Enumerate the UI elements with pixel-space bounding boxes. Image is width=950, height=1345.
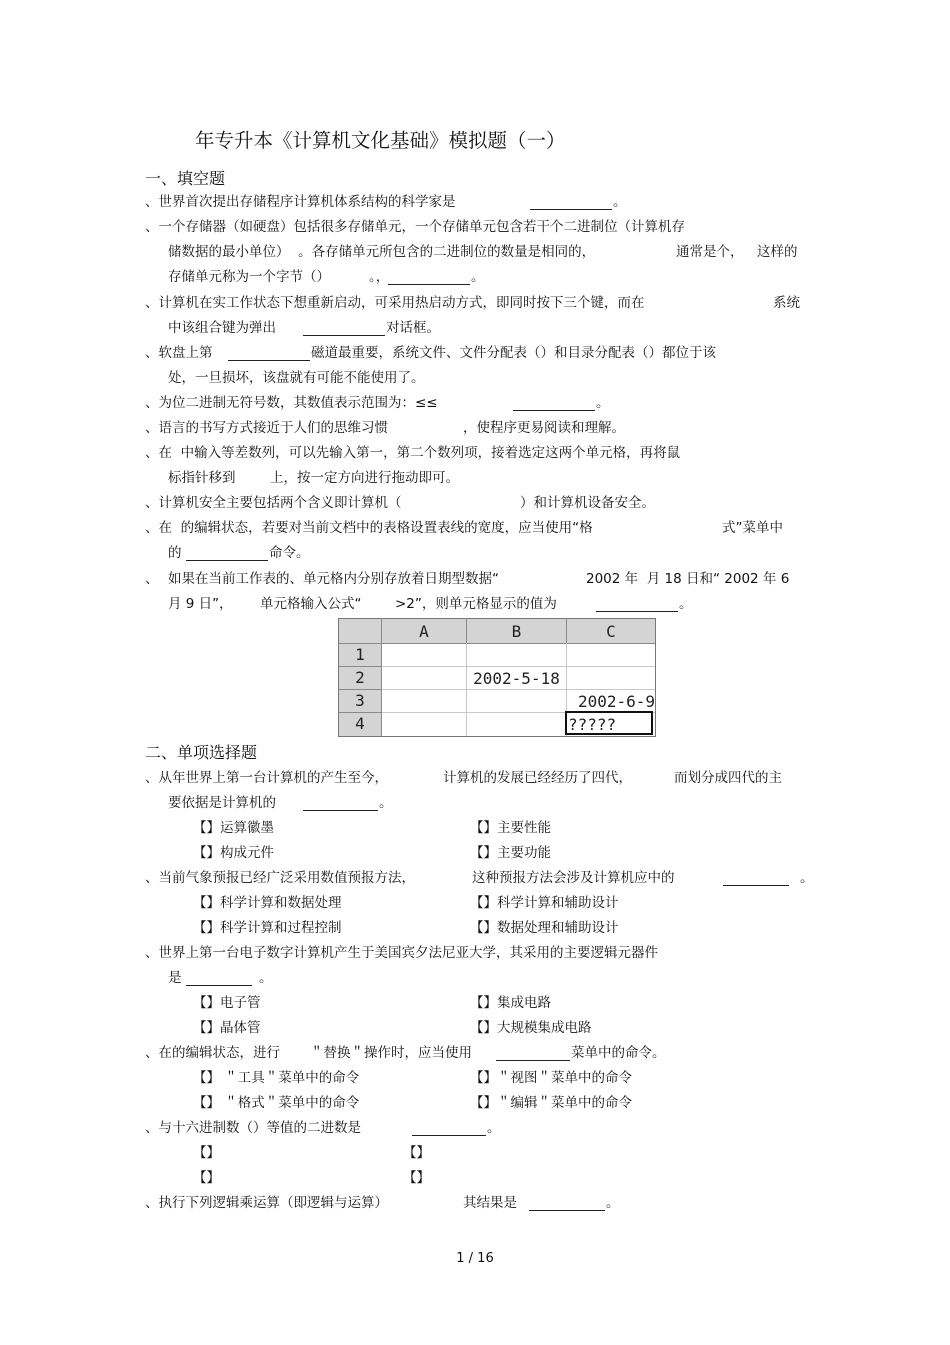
section-heading-single-choice: 二、单项选择题: [145, 743, 258, 762]
mc3-option-a: 【】电子管: [193, 995, 261, 1011]
q1-text: 、世界首次提出存储程序计算机体系结构的科学家是: [145, 194, 456, 210]
q2-text-2: 储数据的最小单位） 。各存储单元所包含的二进制位的数量是相同的，: [168, 244, 596, 260]
page-title: 年专升本《计算机文化基础》模拟题（一）: [195, 129, 566, 152]
cell-c3: 2002-6-9: [577, 692, 655, 711]
q3-text-3: 中该组合键为弹出: [168, 320, 276, 336]
mc5-option-a: 【】: [193, 1145, 220, 1161]
page-number: 1 / 16: [456, 1251, 494, 1266]
q6-text: 、语言的书写方式接近于人们的思维习惯: [145, 420, 388, 436]
q6-text-2: ，使程序更易阅读和理解。: [463, 420, 625, 436]
q9-end: 命令。: [269, 545, 310, 561]
mc1-option-a: 【】运算徽墨: [193, 820, 274, 836]
answer-blank: [186, 971, 252, 986]
mc4-option-a: 【】 ＂工具＂菜单中的命令: [193, 1070, 360, 1086]
q3-end: 对话框。: [386, 320, 440, 336]
mc2-option-a: 【】科学计算和数据处理: [193, 895, 342, 911]
section-heading-fill-in: 一、填空题: [145, 169, 226, 188]
q9-text: 、在 的编辑状态，若要对当前文档中的表格设置表线的宽度，应当使用“格: [145, 520, 593, 536]
cell-b2: 2002-5-18: [473, 669, 560, 688]
column-header-c: C: [606, 622, 616, 641]
mc2-end: 。: [800, 870, 814, 886]
q3-text: 、计算机在实工作状态下想重新启动，可采用热启动方式，即同时按下三个键，而在: [145, 295, 645, 311]
answer-blank: [303, 796, 378, 811]
q7-text-3: 上，按一定方向进行拖动即可。: [270, 470, 459, 486]
mc2-option-b: 【】科学计算和辅助设计: [470, 895, 619, 911]
q9-text-3: 的: [168, 545, 182, 561]
mc4-text: 、在的编辑状态，进行: [145, 1045, 280, 1061]
cell-c4: ?????: [568, 715, 617, 734]
q5-end: 。: [596, 395, 610, 411]
q10-text-3: 月 9 日”，: [168, 596, 233, 612]
q10-text-2: 2002 年 月 18 日和“ 2002 年 6: [586, 571, 790, 587]
q10-text-5: >2”，则单元格显示的值为: [395, 596, 557, 612]
mc3-text: 、世界上第一台电子数字计算机产生于美国宾夕法尼亚大学，其采用的主要逻辑元器件: [145, 945, 658, 961]
q10-end: 。: [679, 596, 693, 612]
mc1-end: 。: [379, 795, 393, 811]
row-header-1: 1: [355, 645, 365, 664]
q5-text: 、为位二进制无符号数，其数值表示范围为：≤≤: [145, 395, 438, 411]
answer-blank: [530, 195, 612, 210]
mc1-text-2: 计算机的发展已经经历了四代，: [443, 770, 632, 786]
mc4-option-c: 【】 ＂格式＂菜单中的命令: [193, 1095, 360, 1111]
row-header-2: 2: [355, 668, 365, 687]
mc4-option-b: 【】＂视图＂菜单中的命令: [470, 1070, 632, 1086]
mc1-option-b: 【】主要性能: [470, 820, 551, 836]
mc3-option-b: 【】集成电路: [470, 995, 551, 1011]
mc2-option-c: 【】科学计算和过程控制: [193, 920, 342, 936]
mc1-text: 、从年世界上第一台计算机的产生至今，: [145, 770, 388, 786]
mc4-text-3: 菜单中的命令。: [571, 1045, 666, 1061]
q8-text-2: ）和计算机设备安全。: [520, 495, 655, 511]
answer-blank: [388, 270, 470, 285]
q2-end: 。: [471, 269, 485, 285]
q10-num: 、: [145, 571, 159, 587]
mc5-option-c: 【】: [193, 1170, 220, 1186]
mc3-option-d: 【】大规模集成电路: [470, 1020, 592, 1036]
mc3-end: 。: [259, 970, 273, 986]
q9-text-2: 式”菜单中: [722, 520, 783, 536]
mc5-end: 。: [487, 1120, 501, 1136]
answer-blank: [303, 321, 385, 336]
q10-text-4: 单元格输入公式“: [260, 596, 362, 612]
mc4-option-d: 【】＂编辑＂菜单中的命令: [470, 1095, 632, 1111]
row-header-3: 3: [355, 691, 365, 710]
q4-text: 、软盘上第: [145, 345, 213, 361]
answer-blank: [513, 396, 595, 411]
mc6-text: 、执行下列逻辑乘运算（即逻辑与运算）: [145, 1195, 388, 1211]
mc3-text-2: 是: [168, 970, 182, 986]
column-header-b: B: [511, 622, 522, 641]
answer-blank: [723, 871, 789, 886]
answer-blank: [596, 597, 678, 612]
mc4-text-2: ＂替换＂操作时，应当使用: [310, 1045, 472, 1061]
mc5-option-d: 【】: [403, 1170, 430, 1186]
q2-text-4: 这样的: [757, 244, 798, 260]
q8-text: 、计算机安全主要包括两个含义即计算机（: [145, 495, 402, 511]
answer-blank: [186, 546, 268, 561]
q2-text-5: 存储单元称为一个字节（）: [168, 269, 330, 285]
answer-blank: [228, 346, 310, 361]
mc6-end: 。: [606, 1195, 620, 1211]
mc2-text: 、当前气象预报已经广泛采用数值预报方法，: [145, 870, 415, 886]
spreadsheet-figure: [338, 618, 656, 737]
mc2-text-2: 这种预报方法会涉及计算机应中的: [472, 870, 675, 886]
q7-text-2: 标指针移到: [168, 470, 236, 486]
mc3-option-c: 【】晶体管: [193, 1020, 261, 1036]
answer-blank: [529, 1196, 605, 1211]
mc2-option-d: 【】数据处理和辅助设计: [470, 920, 619, 936]
column-header-a: A: [419, 622, 429, 641]
mc1-option-c: 【】构成元件: [193, 845, 274, 861]
mc5-option-b: 【】: [403, 1145, 430, 1161]
q4-text-3: 处，一旦损坏，该盘就有可能不能使用了。: [168, 370, 425, 386]
q2-text-3: 通常是个，: [676, 244, 744, 260]
mc1-text-4: 要依据是计算机的: [168, 795, 276, 811]
q1-end: 。: [613, 194, 627, 210]
q2-text-6: 。，: [369, 269, 390, 285]
q2-text: 、一个存储器（如硬盘）包括很多存储单元，一个存储单元包含若干个二进制位（计算机存: [145, 219, 685, 235]
mc6-text-2: 其结果是: [463, 1195, 517, 1211]
answer-blank: [496, 1046, 570, 1061]
q10-text: 如果在当前工作表的、单元格内分别存放着日期型数据“: [168, 571, 499, 587]
mc5-text: 、与十六进制数（）等值的二进数是: [145, 1120, 361, 1136]
answer-blank: [412, 1121, 486, 1136]
q3-text-2: 系统: [773, 295, 800, 311]
q4-text-2: 磁道最重要，系统文件、文件分配表（）和目录分配表（）都位于该: [311, 345, 716, 361]
row-header-4: 4: [355, 714, 365, 733]
mc1-text-3: 而划分成四代的主: [674, 770, 782, 786]
q7-text: 、在 中输入等差数列，可以先输入第一，第二个数列项，接着选定这两个单元格，再将鼠: [145, 445, 681, 461]
mc1-option-d: 【】主要功能: [470, 845, 551, 861]
